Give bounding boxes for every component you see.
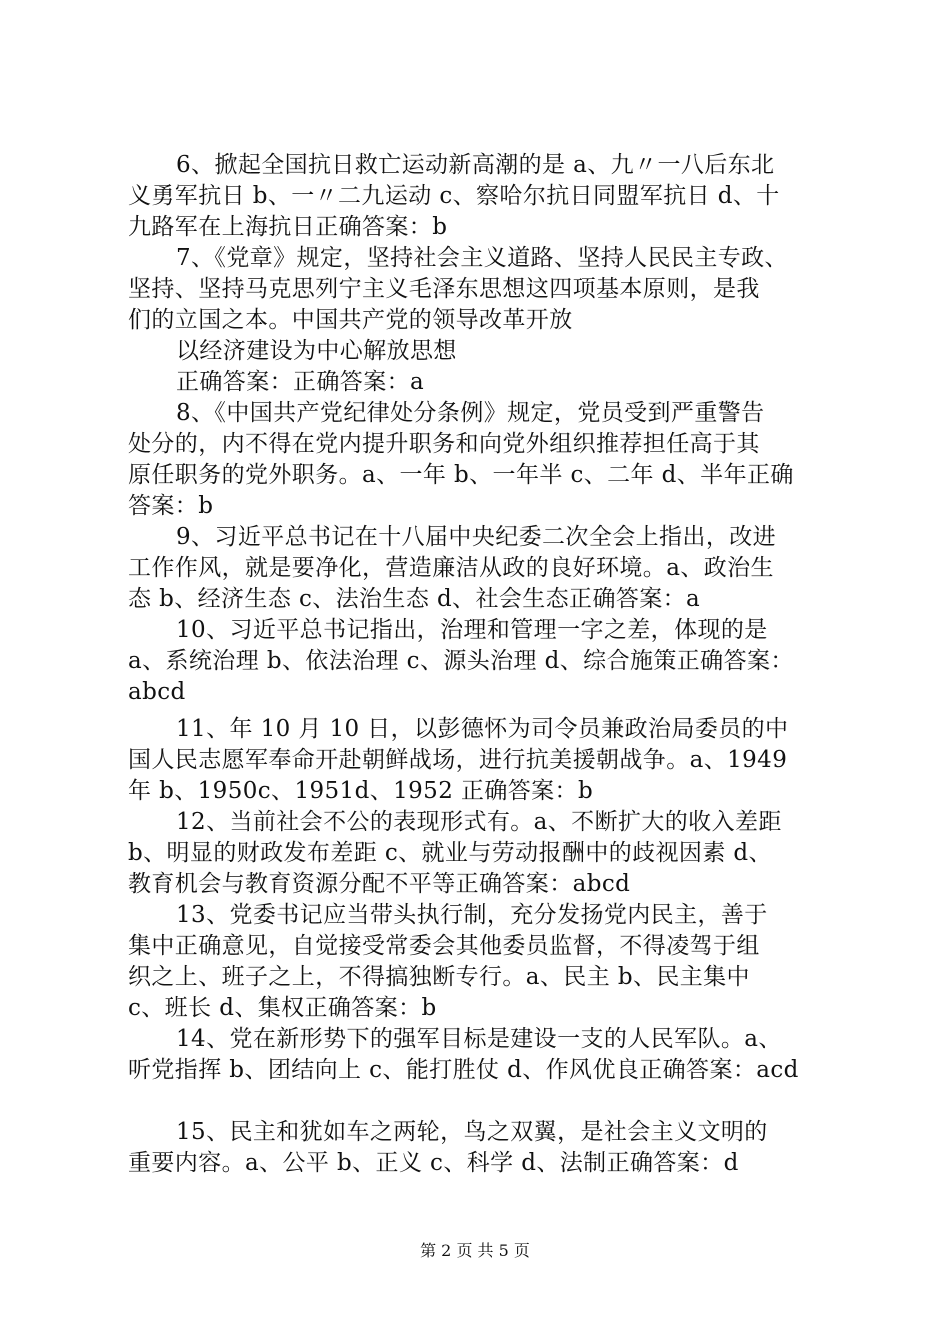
text-line: 原任职务的党外职务。a、一年 b、一年半 c、二年 d、半年正确 — [128, 462, 794, 488]
page-number-footer: 第 2 页 共 5 页 — [420, 1241, 530, 1260]
question-9 — [128, 522, 833, 615]
text-line: 11、年 10 月 10 日，以彭德怀为司令员兼政治局委员的中 — [176, 716, 789, 742]
text-line: 重要内容。a、公平 b、正义 c、科学 d、法制正确答案：d — [128, 1150, 739, 1176]
question-15 — [128, 1117, 833, 1179]
question-11 — [128, 714, 833, 807]
text-line: 义勇军抗日 b、一〃二九运动 c、察哈尔抗日同盟军抗日 d、十 — [128, 183, 780, 209]
text-line: 14、党在新形势下的强军目标是建设一支的人民军队。a、 — [176, 1026, 782, 1052]
text-line: 答案：b — [128, 493, 214, 519]
text-line: 12、当前社会不公的表现形式有。a、不断扩大的收入差距 — [176, 809, 782, 835]
paragraph-spacer — [128, 1086, 833, 1117]
text-line: c、班长 d、集权正确答案：b — [128, 995, 437, 1021]
text-line: 10、习近平总书记指出，治理和管理一字之差，体现的是 — [176, 617, 768, 643]
text-line: abcd — [128, 679, 186, 705]
text-line: 坚持、坚持马克思列宁主义毛泽东思想这四项基本原则，是我 — [128, 276, 760, 302]
text-line: 13、党委书记应当带头执行制，充分发扬党内民主，善于 — [176, 902, 768, 928]
text-line: 九路军在上海抗日正确答案：b — [128, 214, 448, 240]
text-line: 听党指挥 b、团结向上 c、能打胜仗 d、作风优良正确答案：acd — [128, 1057, 799, 1083]
document-body — [128, 150, 833, 1179]
text-line: 们的立国之本。中国共产党的领导改革开放 — [128, 307, 573, 333]
text-line: 6、掀起全国抗日救亡运动新高潮的是 a、九〃一八后东北 — [176, 152, 775, 178]
question-8 — [128, 398, 833, 522]
text-line: 集中正确意见，自觉接受常委会其他委员监督，不得凌驾于组 — [128, 933, 760, 959]
question-10 — [128, 615, 833, 708]
text-line: 工作作风，就是要净化，营造廉洁从政的良好环境。a、政治生 — [128, 555, 774, 581]
text-line: 15、民主和犹如车之两轮，鸟之双翼，是社会主义文明的 — [176, 1119, 768, 1145]
text-line: 态 b、经济生态 c、法治生态 d、社会生态正确答案：a — [128, 586, 701, 612]
question-7-answer — [128, 367, 833, 398]
question-13 — [128, 900, 833, 1024]
text-line: a、系统治理 b、依法治理 c、源头治理 d、综合施策正确答案： — [128, 648, 794, 674]
text-line: 织之上、班子之上，不得搞独断专行。a、民主 b、民主集中 — [128, 964, 750, 990]
text-line: 国人民志愿军奉命开赴朝鲜战场，进行抗美援朝战争。a、1949 — [128, 747, 788, 773]
question-7-extra — [128, 336, 833, 367]
text-line: 年 b、1950c、1951d、1952 正确答案：b — [128, 778, 594, 804]
text-line: 处分的，内不得在党内提升职务和向党外组织推荐担任高于其 — [128, 431, 760, 457]
text-line: 8、《中国共产党纪律处分条例》规定，党员受到严重警告 — [176, 400, 765, 426]
question-6 — [128, 150, 833, 243]
text-line: 教育机会与教育资源分配不平等正确答案：abcd — [128, 871, 631, 897]
text-line: 9、习近平总书记在十八届中央纪委二次全会上指出，改进 — [176, 524, 777, 550]
text-line: b、明显的财政发布差距 c、就业与劳动报酬中的歧视因素 d、 — [128, 840, 772, 866]
text-line: 7、《党章》规定，坚持社会主义道路、坚持人民民主专政、 — [176, 245, 788, 271]
question-14 — [128, 1024, 833, 1086]
question-12 — [128, 807, 833, 900]
text-line: 正确答案：正确答案：a — [176, 369, 425, 395]
question-7 — [128, 243, 833, 336]
text-line: 以经济建设为中心解放思想 — [176, 338, 457, 364]
